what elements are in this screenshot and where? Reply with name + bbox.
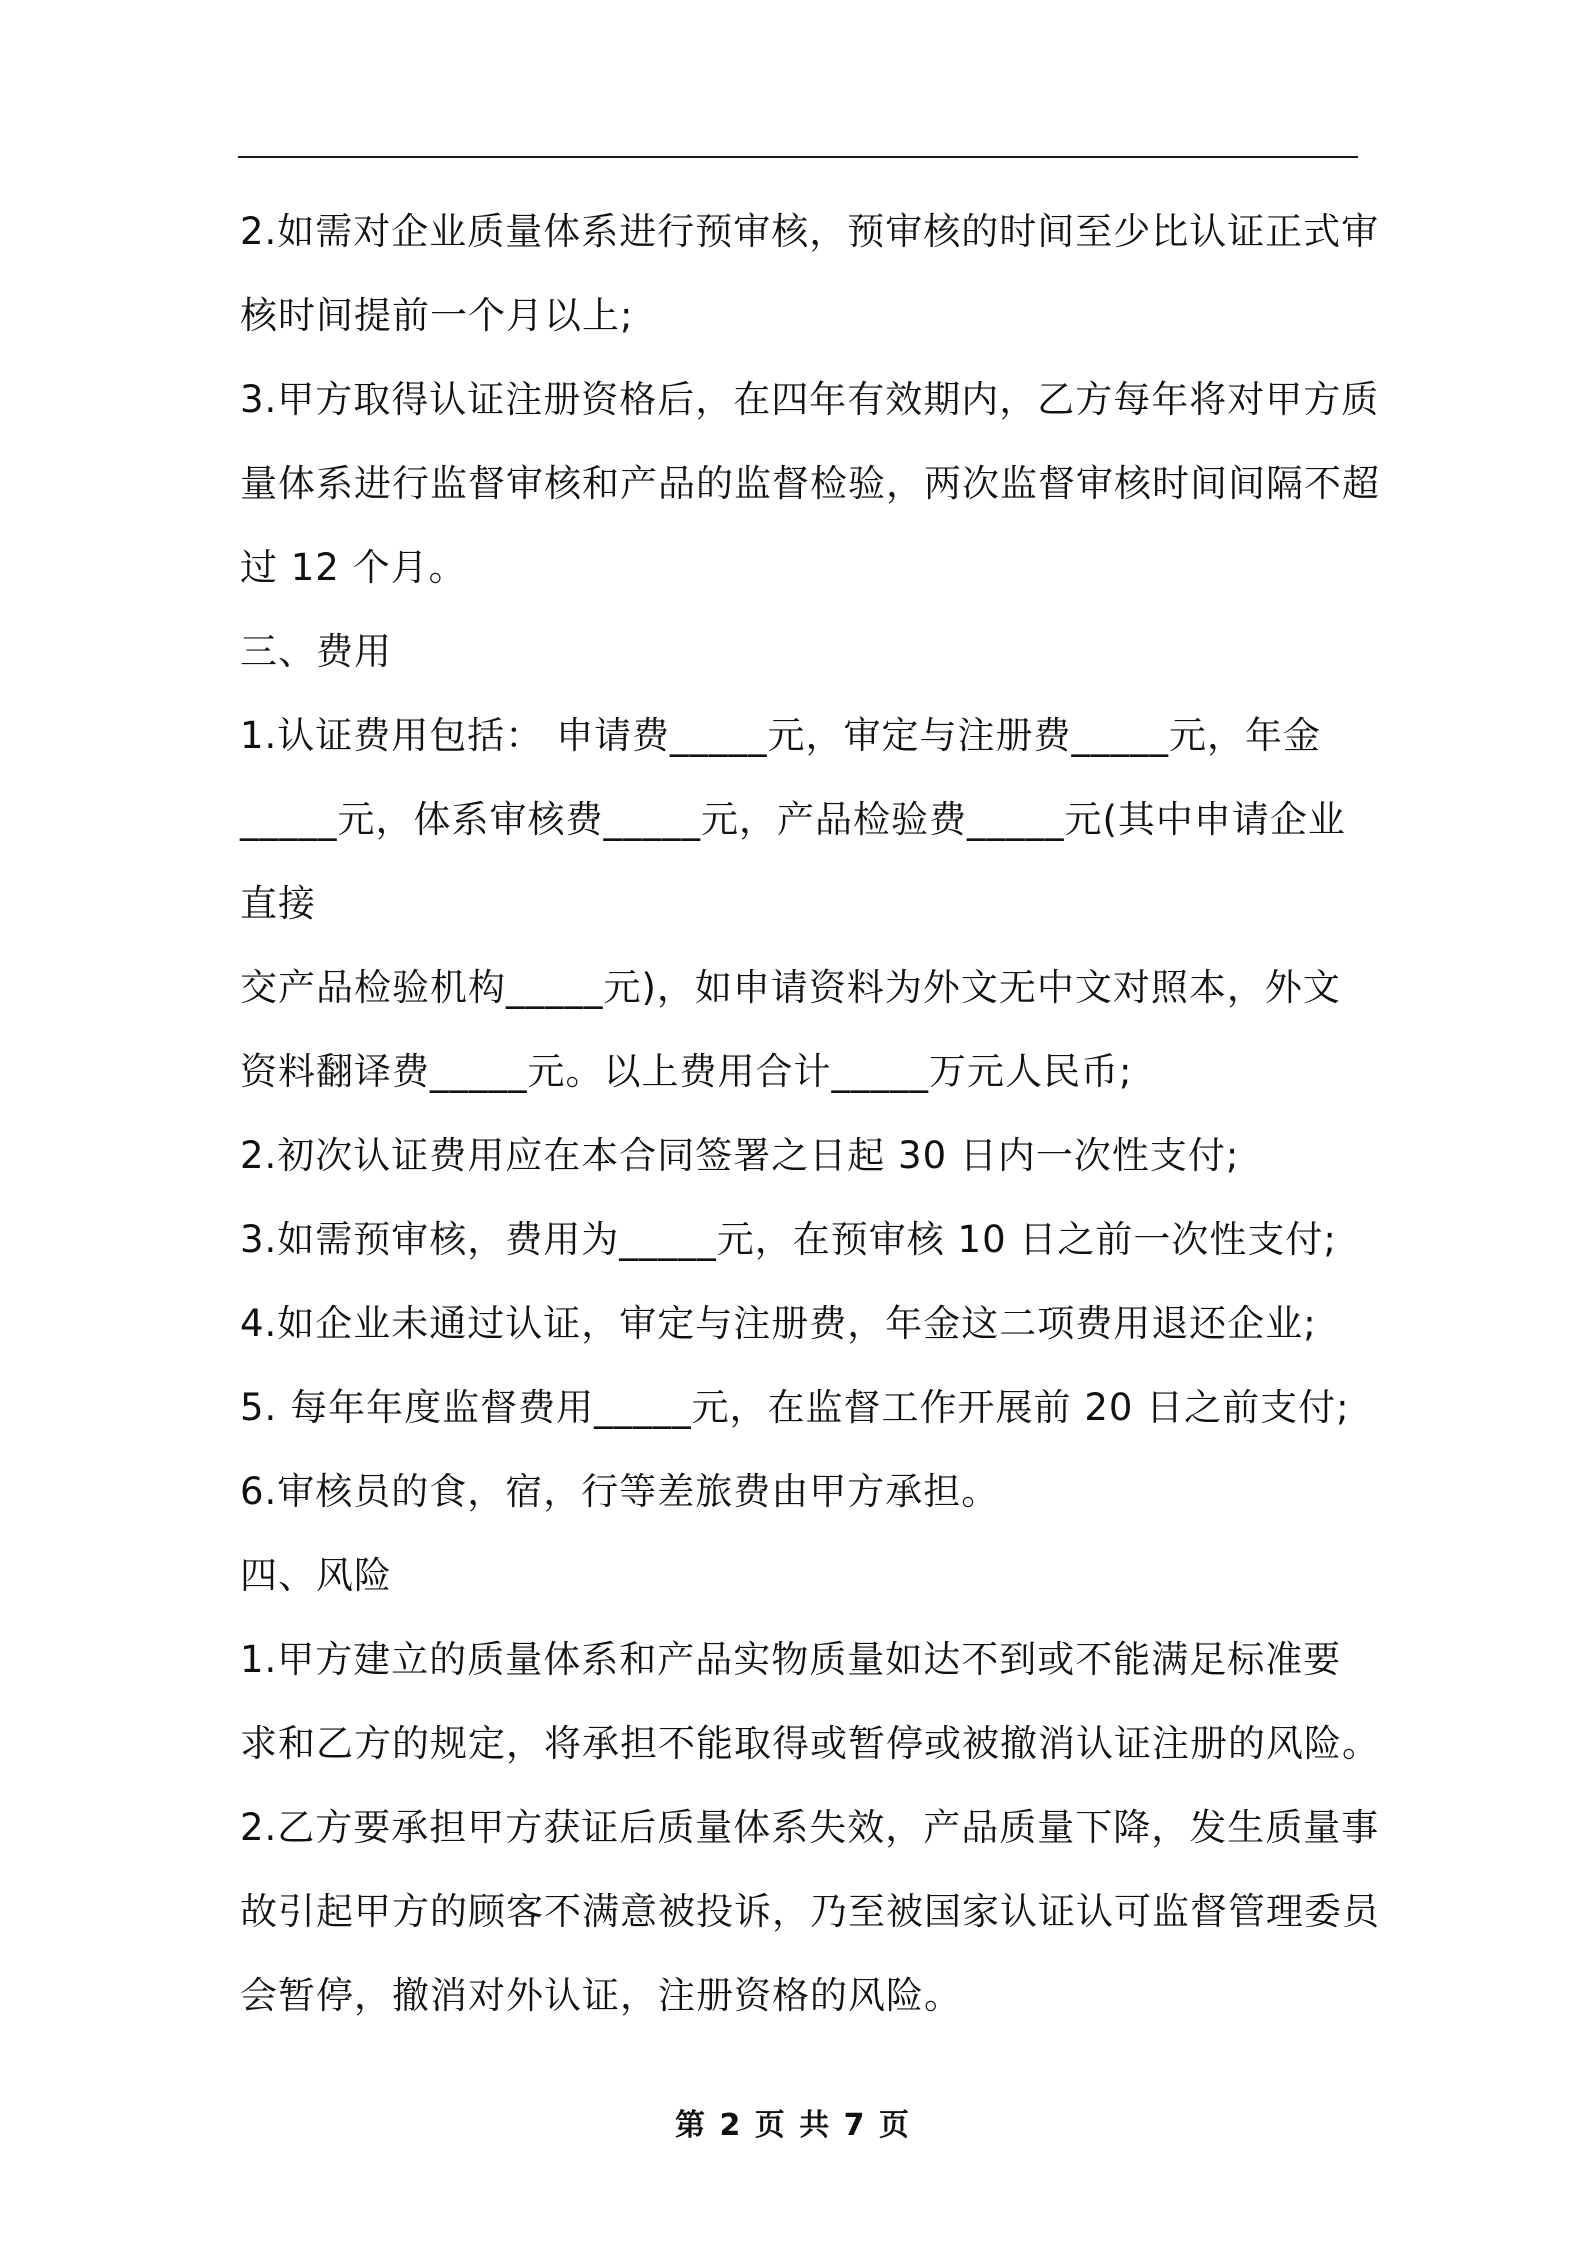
clause-3-line-1: 3.甲方取得认证注册资格后，在四年有效期内，乙方每年将对甲方质 — [240, 378, 1380, 421]
section-heading-risks: 四、风险 — [240, 1554, 392, 1597]
fees-clause-3: 3.如需预审核，费用为_____元，在预审核 10 日之前一次性支付; — [240, 1218, 1337, 1261]
risks-clause-1-line-1: 1.甲方建立的质量体系和产品实物质量如达不到或不能满足标准要 — [240, 1638, 1342, 1681]
fees-clause-6: 6.审核员的食，宿，行等差旅费由甲方承担。 — [240, 1470, 1000, 1513]
risks-clause-2-line-2: 故引起甲方的顾客不满意被投诉，乃至被国家认证认可监督管理委员 — [240, 1890, 1380, 1933]
section-heading-fees: 三、费用 — [240, 630, 392, 673]
fees-clause-1-line-5: 资料翻译费_____元。以上费用合计_____万元人民币; — [240, 1050, 1133, 1093]
document-body — [240, 190, 1380, 2038]
clause-3-line-3: 过 12 个月。 — [240, 546, 467, 589]
fees-clause-1-line-1: 1.认证费用包括： 申请费_____元，审定与注册费_____元，年金 — [240, 714, 1322, 757]
header-rule — [238, 156, 1358, 158]
clause-2-line-2: 核时间提前一个月以上; — [240, 294, 634, 337]
clause-2-line-1: 2.如需对企业质量体系进行预审核，预审核的时间至少比认证正式审 — [240, 210, 1380, 253]
risks-clause-2-line-1: 2.乙方要承担甲方获证后质量体系失效，产品质量下降，发生质量事 — [240, 1806, 1380, 1849]
page-number: 第 2 页 共 7 页 — [675, 2108, 911, 2143]
fees-clause-5: 5. 每年年度监督费用_____元，在监督工作开展前 20 日之前支付; — [240, 1386, 1350, 1429]
fees-clause-2: 2.初次认证费用应在本合同签署之日起 30 日内一次性支付; — [240, 1134, 1240, 1177]
clause-3-line-2: 量体系进行监督审核和产品的监督检验，两次监督审核时间间隔不超 — [240, 462, 1380, 505]
risks-clause-2-line-3: 会暂停，撤消对外认证，注册资格的风险。 — [240, 1974, 962, 2017]
fees-clause-1-line-2: _____元，体系审核费_____元，产品检验费_____元(其中申请企业 — [240, 798, 1346, 841]
risks-clause-1-line-2: 求和乙方的规定，将承担不能取得或暂停或被撤消认证注册的风险。 — [240, 1722, 1380, 1765]
fees-clause-1-line-3: 直接 — [240, 882, 316, 925]
fees-clause-1-line-4: 交产品检验机构_____元)，如申请资料为外文无中文对照本，外文 — [240, 966, 1341, 1009]
fees-clause-4: 4.如企业未通过认证，审定与注册费，年金这二项费用退还企业; — [240, 1302, 1317, 1345]
